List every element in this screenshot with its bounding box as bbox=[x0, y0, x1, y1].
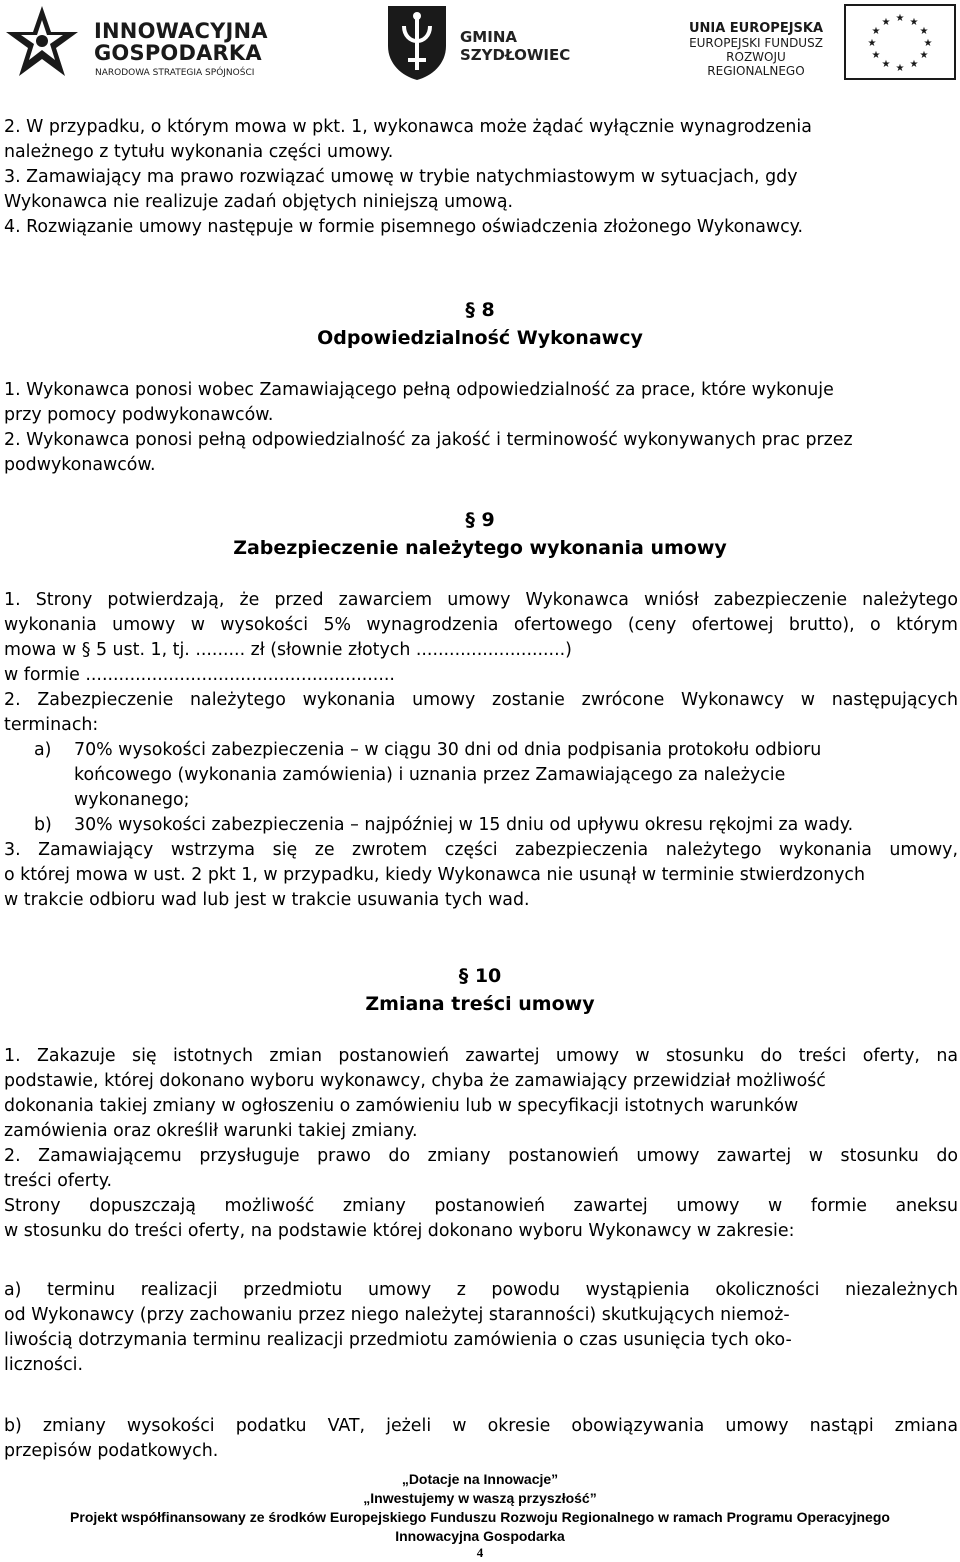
svg-text:★: ★ bbox=[909, 59, 919, 70]
section-number: § 10 bbox=[458, 965, 502, 987]
text-line: końcowego (wykonania zamówienia) i uznania przez Zamawiającego za należycie bbox=[74, 765, 786, 785]
section-number: § 9 bbox=[465, 509, 495, 531]
text-line: o której mowa w ust. 2 pkt 1, w przypadku, kiedy Wykonawca nie usunął w terminie stwierdzonych bbox=[4, 865, 865, 885]
logo-title bbox=[94, 20, 268, 64]
section-10-item-b bbox=[4, 1414, 958, 1464]
crest-icon bbox=[384, 2, 450, 82]
text-line: 3. Zamawiający ma prawo rozwiązać umowę w trybie natychmiastowym w sytuacjach, gdy bbox=[4, 167, 798, 187]
text-line: wykonania umowy w wysokości 5% wynagrodzenia ofertowego (ceny ofertowej brutto), o którym bbox=[4, 615, 958, 635]
text-line: 4. Rozwiązanie umowy następuje w formie pisemnego oświadczenia złożonego Wykonawcy. bbox=[4, 217, 804, 237]
eu-fund-text bbox=[676, 22, 836, 78]
text-line: mowa w § 5 ust. 1, tj. ......... zł (słownie złotych ...........................) bbox=[4, 640, 572, 660]
footer-line: „Dotacje na Innowacje” bbox=[401, 1471, 559, 1487]
section-title: Zabezpieczenie należytego wykonania umowy bbox=[233, 537, 727, 559]
text-line: 2. Zabezpieczenie należytego wykonania umowy zostanie zwrócone Wykonawcy w następujących bbox=[4, 690, 958, 710]
text-line: 2. W przypadku, o którym mowa w pkt. 1, wykonawca może żądać wyłącznie wynagrodzenia bbox=[4, 117, 812, 137]
text-line: należnego z tytułu wykonania części umowy. bbox=[4, 142, 394, 162]
text-line: liwością dotrzymania terminu realizacji przedmiotu zamówienia o czas usunięcia tych oko- bbox=[4, 1330, 792, 1350]
text-line: dokonania takiej zmiany w ogłoszeniu o zamówieniu lub w specyfikacji istotnych warunków bbox=[4, 1096, 799, 1116]
svg-text:★: ★ bbox=[919, 50, 929, 61]
text-line: w formie ........................................................ bbox=[4, 665, 395, 685]
list-marker: b) bbox=[34, 815, 52, 835]
svg-text:★: ★ bbox=[871, 50, 881, 61]
text-line: 2. Zamawiającemu przysługuje prawo do zmiany postanowień umowy zawartej w stosunku do bbox=[4, 1146, 958, 1166]
section-10-body bbox=[4, 1044, 958, 1244]
eu-fund-logo bbox=[672, 0, 960, 84]
svg-text:★: ★ bbox=[895, 13, 905, 24]
text-line: podstawie, której dokonano wyboru wykonawcy, chyba że zamawiający przewidział możliwość bbox=[4, 1071, 826, 1091]
text-line: w stosunku do treści oferty, na podstawie której dokonano wyboru Wykonawcy w zakresie: bbox=[4, 1221, 795, 1241]
text-line: 3. Zamawiający wstrzyma się ze zwrotem części zabezpieczenia należytego wykonania umowy, bbox=[4, 840, 958, 860]
page-footer bbox=[0, 1470, 960, 1560]
section-number: § 8 bbox=[465, 299, 495, 321]
svg-text:★: ★ bbox=[867, 38, 877, 49]
gmina-line-2: SZYDŁOWIEC bbox=[460, 46, 571, 64]
gmina-szydlowiec-logo bbox=[384, 0, 584, 84]
page-number: 4 bbox=[476, 1545, 484, 1560]
svg-text:★: ★ bbox=[871, 26, 881, 37]
text-line: 2. Wykonawca ponosi pełną odpowiedzialność za jakość i terminowość wykonywanych prac przez bbox=[4, 430, 853, 450]
list-marker: a) bbox=[34, 740, 52, 760]
text-line: podwykonawców. bbox=[4, 455, 156, 475]
text-line: zamówienia oraz określił warunki takiej zmiany. bbox=[4, 1121, 418, 1141]
header-logos bbox=[0, 0, 960, 84]
paragraph-termination bbox=[4, 115, 958, 240]
section-10-heading bbox=[0, 962, 960, 1018]
text-line: Strony dopuszczają możliwość zmiany postanowień zawartej umowy w formie aneksu bbox=[4, 1196, 958, 1216]
section-9-body bbox=[4, 588, 958, 913]
footer-line: Innowacyjna Gospodarka bbox=[395, 1528, 565, 1544]
eu-line-2: EUROPEJSKI FUNDUSZ bbox=[689, 36, 823, 50]
text-line: wykonanego; bbox=[74, 790, 190, 810]
section-title: Odpowiedzialność Wykonawcy bbox=[317, 327, 643, 349]
section-10-item-a bbox=[4, 1278, 958, 1378]
eu-line-3: ROZWOJU REGIONALNEGO bbox=[707, 50, 805, 78]
text-line: 1. Wykonawca ponosi wobec Zamawiającego pełną odpowiedzialność za prace, które wykonuje bbox=[4, 380, 834, 400]
eu-flag-icon bbox=[844, 4, 956, 80]
innowacyjna-gospodarka-logo bbox=[0, 0, 300, 84]
text-line: 70% wysokości zabezpieczenia – w ciągu 30 dni od dnia podpisania protokołu odbioru bbox=[74, 740, 822, 760]
text-line: a) terminu realizacji przedmiotu umowy z powodu wystąpienia okoliczności niezależnych bbox=[4, 1280, 958, 1300]
text-line: przepisów podatkowych. bbox=[4, 1441, 219, 1461]
svg-text:★: ★ bbox=[881, 59, 891, 70]
svg-text:★: ★ bbox=[923, 38, 933, 49]
logo-title-line-1: INNOWACYJNA bbox=[94, 19, 268, 43]
logo-subtitle: NARODOWA STRATEGIA SPÓJNOŚCI bbox=[95, 68, 255, 78]
text-line: w trakcie odbioru wad lub jest w trakcie usuwania tych wad. bbox=[4, 890, 530, 910]
text-line: 30% wysokości zabezpieczenia – najpóźniej w 15 dniu od upływu okresu rękojmi za wady. bbox=[74, 815, 854, 835]
gmina-line-1: GMINA bbox=[460, 28, 517, 46]
text-line: 1. Zakazuje się istotnych zmian postanowień zawartej umowy w stosunku do treści oferty, na bbox=[4, 1046, 958, 1066]
text-line: Wykonawca nie realizuje zadań objętych niniejszą umową. bbox=[4, 192, 514, 212]
svg-text:★: ★ bbox=[895, 63, 905, 74]
svg-text:★: ★ bbox=[909, 17, 919, 28]
section-title: Zmiana treści umowy bbox=[365, 993, 595, 1015]
svg-text:★: ★ bbox=[881, 17, 891, 28]
section-8-heading bbox=[0, 296, 960, 352]
list-item-b bbox=[4, 813, 958, 838]
text-line: liczności. bbox=[4, 1355, 83, 1375]
text-line: od Wykonawcy (przy zachowaniu przez niego należytej staranności) skutkujących niemoż- bbox=[4, 1305, 790, 1325]
text-line: treści oferty. bbox=[4, 1171, 113, 1191]
logo-title-line-2: GOSPODARKA bbox=[94, 41, 262, 65]
section-9-heading bbox=[0, 506, 960, 562]
text-line: b) zmiany wysokości podatku VAT, jeżeli w okresie obowiązywania umowy nastąpi zmiana bbox=[4, 1416, 958, 1436]
text-line: terminach: bbox=[4, 715, 99, 735]
section-8-body bbox=[4, 378, 958, 478]
eu-line-1: UNIA EUROPEJSKA bbox=[688, 21, 824, 36]
text-line: przy pomocy podwykonawców. bbox=[4, 405, 274, 425]
list-item-a bbox=[4, 738, 958, 763]
footer-line: Projekt współfinansowany ze środków Europejskiego Funduszu Rozwoju Regionalnego w ramach Programu Operacyjnego bbox=[70, 1509, 890, 1525]
text-line: 1. Strony potwierdzają, że przed zawarciem umowy Wykonawca wniósł zabezpieczenie należytego bbox=[4, 590, 958, 610]
star-icon bbox=[4, 4, 80, 80]
svg-text:★: ★ bbox=[919, 26, 929, 37]
gmina-name bbox=[460, 28, 570, 64]
footer-line: „Inwestujemy w waszą przyszłość” bbox=[363, 1490, 597, 1506]
